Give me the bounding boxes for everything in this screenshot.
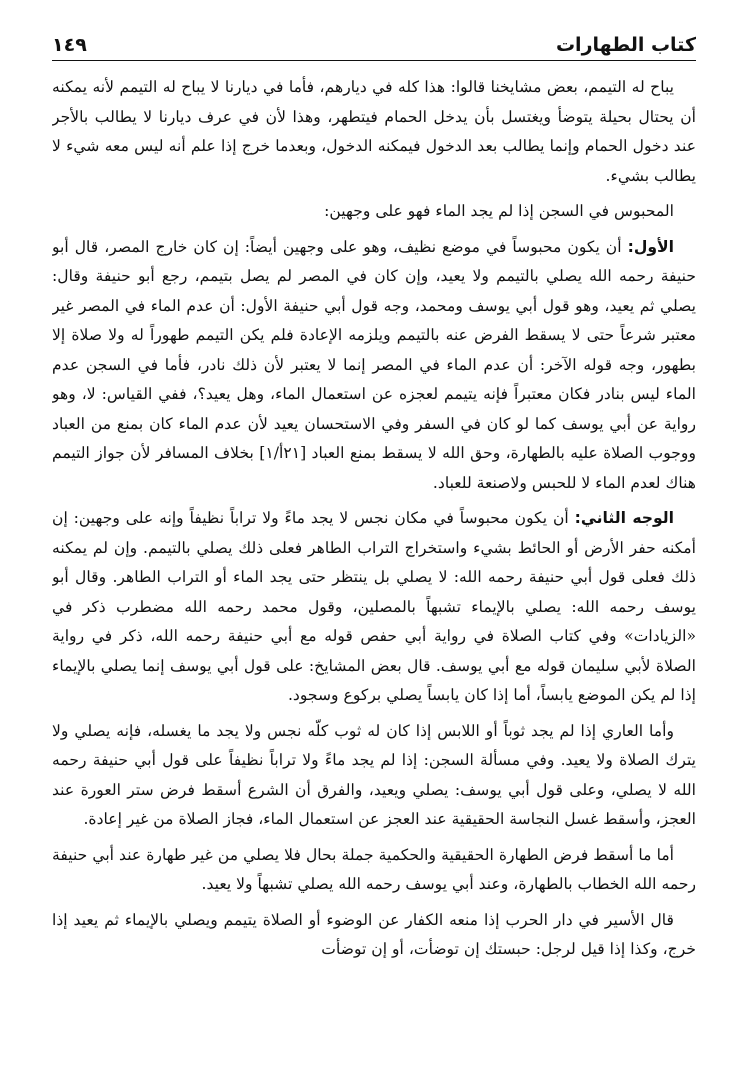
book-page [52,26,696,1086]
paragraph-text: أما ما أسقط فرض الطهارة الحقيقية والحكمية جملة بحال فلا يصلي من غير طهارة عند أبي حنيفة رحمه الله الخطاب بالطهارة، وعند أبي يوسف رحمه الله يصلي تشبهاً ولا يعيد. [52,845,696,893]
paragraph-text: المحبوس في السجن إذا لم يجد الماء فهو على وجهين: [324,202,674,220]
paragraph-2 [52,197,696,227]
paragraph-text: وأما العاري إذا لم يجد ثوباً أو اللابس إذا كان له ثوب كلّه نجس ولا يجد ما يغسله، فإنه يصلي ولا يترك الصلاة ولا يعيد. وفي مسألة السجن: إذا لم يجد ماءً ولا تراباً نظيفاً على قول أبي حنيفة رحمه الله لا يصلي، وعلى قول أبي يوسف: يصلي ويعيد، والفرق أن الشرع أسقط فرض ستر العورة عند العجز، وأسقط غسل النجاسة الحقيقية عند العجز عن استعمال الماء، فجاز الصلاة من غير إعادة. [52,721,696,828]
paragraph-lead: الوجه الثاني: [574,509,675,527]
paragraph-4 [52,504,696,711]
paragraph-text: قال الأسير في دار الحرب إذا منعه الكفار عن الوضوء أو الصلاة يتيمم ويصلي بالإيماء ثم يعيد إذا خرج، وكذا إذا قيل لرجل: حبستك إن توضأت، أو إن توضأت [52,910,696,958]
paragraph-lead: الأول: [627,237,674,256]
paragraph-3 [52,233,696,499]
paragraph-text: أن يكون محبوساً في موضع نظيف، وهو على وجهين أيضاً: إن كان خارج المصر، قال أبو حنيفة رحمه الله يصلي بالتيمم ولا يعيد، وإن كان في المصر لم يصل بتيمم، رجع أبو حنيفة وقال: يصلي ثم يعيد، وهو قول أبي يوسف ومحمد، وجه قول أبي حنيفة الأول: أن عدم الماء في المصر غير معتبر شرعاً حتى لا يسقط الفرض عنه بالتيمم ويلزمه الإعادة فلم يكن التيمم طهوراً له ولا صلاة إلا بطهور، وجه قوله الآخر: أن عدم الماء في المصر إنما لا يعتبر لأن ذلك نادر، فأما في السجن عدم الماء ليس بنادر فكان معتبراً فإنه يتيمم لعجزه عن استعمال الماء، وهل يعيد؟، ففي القياس: لا، وهو رواية عن أبي يوسف كما لو كان في السفر وفي الاستحسان يعيد لأن عدم الماء كان بمنع من العباد ووجوب الصلاة عليه بالطهارة، وحق الله لا يسقط بمنع العباد [٢١أ/١] بخلاف المسافر لأن جواز التيمم هناك لعدم الماء لا للحبس ولاصنعة للعباد. [52,237,696,492]
paragraph-6 [52,841,696,900]
page-number: ١٤٩ [52,34,87,56]
running-title: كتاب الطهارات [555,34,696,56]
paragraph-7 [52,906,696,965]
paragraph-5 [52,717,696,835]
body-text [52,73,696,965]
running-header [52,26,696,61]
paragraph-text: يباح له التيمم، بعض مشايخنا قالوا: هذا كله في ديارهم، فأما في ديارنا لا يباح له التيمم لأنه يمكنه أن يحتال بحيلة يتوضأ ويغتسل بأن يدخل الحمام فيتطهر، وهذا لأن في عرف ديارنا لا يطالب بالأجر عند دخول الحمام وإنما يطالب بعد الدخول فيمكنه الدخول، وبعدما خرج إذا علم أنه ليس معه شيء لا يطالب بشيء. [52,78,696,185]
paragraph-text: أن يكون محبوساً في مكان نجس لا يجد ماءً ولا تراباً نظيفاً وإنه على وجهين: إن أمكنه حفر الأرض أو الحائط بشيء واستخراج التراب الطاهر فعلى ذلك يصلي بالتيمم. وإن لم يمكنه ذلك فعلى قول أبي حنيفة رحمه الله: لا يصلي بل ينتظر حتى يجد الماء أو التراب الطاهر. وقال أبو يوسف رحمه الله: يصلي بالإيماء تشبهاً بالمصلين، وقول محمد رحمه الله مضطرب ذكر في «الزيادات» وفي كتاب الصلاة في رواية أبي حفص قوله مع أبي حنيفة رحمه الله، ذكر في رواية الصلاة لأبي سليمان قوله مع أبي يوسف. قال بعض المشايخ: على قول أبي يوسف إنما يصلي بالإيماء إذا لم يكن الموضع يابساً، أما إذا كان يابساً يصلي بركوع وسجود. [52,509,696,704]
paragraph-1 [52,73,696,191]
